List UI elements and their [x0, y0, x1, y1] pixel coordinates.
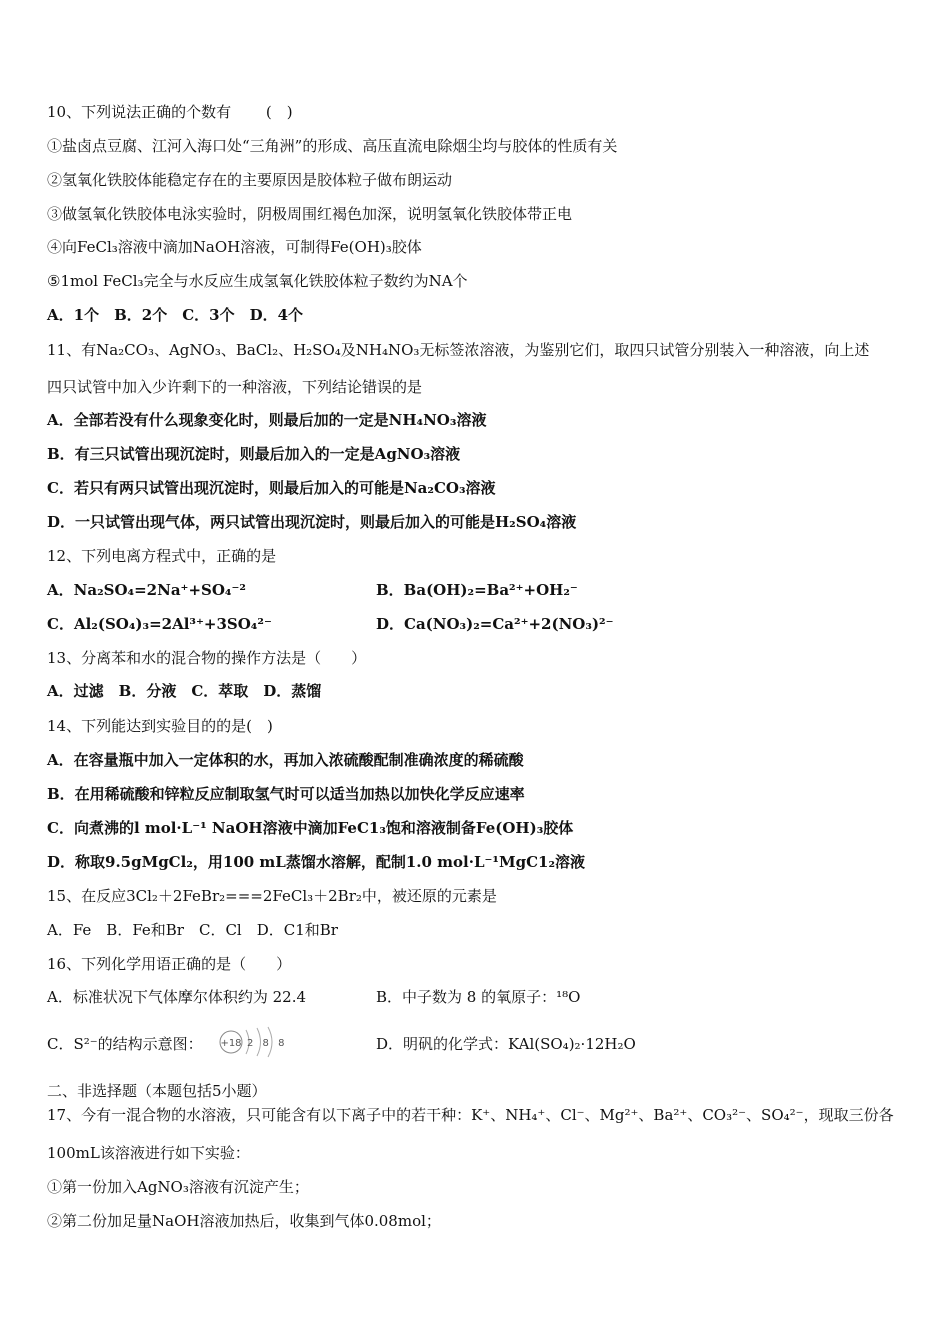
- q16-option-d: D．明矾的化学式：KAl(SO₄)₂·12H₂O: [376, 1035, 636, 1053]
- q12-stem: 12、下列电离方程式中，正确的是: [47, 547, 277, 565]
- section-heading: 二、非选择题（本题包括5小题）: [47, 1082, 267, 1100]
- q11-stem-1: 11、有Na₂CO₃、AgNO₃、BaCl₂、H₂SO₄及NH₄NO₃无标签浓溶液，为鉴别它们，取四只试管分别装入一种溶液，向上述: [47, 341, 870, 359]
- q10-statement-5: ⑤1mol FeCl₃完全与水反应生成氢氧化铁胶体粒子数约为NA个: [47, 272, 468, 290]
- q17-stem-1: 17、今有一混合物的水溶液，只可能含有以下离子中的若干种：K⁺、NH₄⁺、Cl⁻、Mg²⁺、Ba²⁺、CO₃²⁻、SO₄²⁻，现取三份各: [47, 1106, 894, 1124]
- q12-option-a: A．Na₂SO₄=2Na⁺+SO₄⁻²: [47, 581, 246, 599]
- q13-stem: 13、分离苯和水的混合物的操作方法是（ ）: [47, 649, 367, 667]
- q14-option-a: A．在容量瓶中加入一定体积的水，再加入浓硫酸配制准确浓度的稀硫酸: [47, 751, 524, 769]
- q11-option-a: A．全部若没有什么现象变化时，则最后加的一定是NH₄NO₃溶液: [47, 411, 487, 429]
- q10-statement-3: ③做氢氧化铁胶体电泳实验时，阴极周围红褐色加深，说明氢氧化铁胶体带正电: [47, 205, 573, 223]
- q16-option-a: A．标准状况下气体摩尔体积约为 22.4: [47, 988, 307, 1006]
- q11-stem-2: 四只试管中加入少许剩下的一种溶液，下列结论错误的是: [47, 378, 423, 396]
- q15-options: A．Fe B．Fe和Br C．Cl D．C1和Br: [47, 921, 338, 939]
- q16-stem: 16、下列化学用语正确的是（ ）: [47, 955, 292, 973]
- q10-statement-1: ①盐卤点豆腐、江河入海口处“三角洲”的形成、高压直流电除烟尘均与胶体的性质有关: [47, 137, 618, 155]
- nucleus-charge: +18: [220, 1038, 242, 1049]
- q15-stem: 15、在反应3Cl₂＋2FeBr₂===2FeCl₃＋2Br₂中，被还原的元素是: [47, 887, 497, 905]
- sulfide-ion-structure-diagram: [218, 1022, 288, 1062]
- q10-stem: 10、下列说法正确的个数有 ( ): [47, 103, 293, 121]
- q17-stem-2: 100mL该溶液进行如下实验：: [47, 1144, 250, 1162]
- q11-option-c: C．若只有两只试管出现沉淀时，则最后加入的可能是Na₂CO₃溶液: [47, 479, 496, 497]
- q16-option-b: B．中子数为 8 的氧原子：¹⁸O: [376, 988, 581, 1006]
- q12-option-c: C．Al₂(SO₄)₃=2Al³⁺+3SO₄²⁻: [47, 615, 272, 633]
- q14-stem: 14、下列能达到实验目的的是( ): [47, 717, 273, 735]
- q12-option-b: B．Ba(OH)₂=Ba²⁺+OH₂⁻: [376, 581, 578, 599]
- atom-structure-svg: [218, 1022, 288, 1062]
- q10-options: A．1个 B．2个 C．3个 D．4个: [47, 306, 304, 324]
- q14-option-b: B．在用稀硫酸和锌粒反应制取氢气时可以适当加热以加快化学反应速率: [47, 785, 525, 803]
- q14-option-d: D．称取9.5gMgCl₂，用100 mL蒸馏水溶解，配制1.0 mol·L⁻¹MgC1₂溶液: [47, 853, 586, 871]
- q14-option-c: C．向煮沸的l mol·L⁻¹ NaOH溶液中滴加FeC1₃饱和溶液制备Fe(OH)₃胶体: [47, 819, 574, 837]
- shell-electron-counts: 2 8 8: [247, 1038, 288, 1049]
- q12-option-d: D．Ca(NO₃)₂=Ca²⁺+2(NO₃)²⁻: [376, 615, 614, 633]
- q13-options: A．过滤 B．分液 C．萃取 D．蒸馏: [47, 682, 322, 700]
- q16-option-c: C．S²⁻的结构示意图：: [47, 1035, 203, 1053]
- q17-experiment-2: ②第二份加足量NaOH溶液加热后，收集到气体0.08mol；: [47, 1212, 441, 1230]
- q11-option-d: D．一只试管出现气体，两只试管出现沉淀时，则最后加入的可能是H₂SO₄溶液: [47, 513, 577, 531]
- q10-statement-2: ②氢氧化铁胶体能稳定存在的主要原因是胶体粒子做布朗运动: [47, 171, 453, 189]
- q17-experiment-1: ①第一份加入AgNO₃溶液有沉淀产生；: [47, 1178, 309, 1196]
- q10-statement-4: ④向FeCl₃溶液中滴加NaOH溶液，可制得Fe(OH)₃胶体: [47, 238, 422, 256]
- q11-option-b: B．有三只试管出现沉淀时，则最后加入的一定是AgNO₃溶液: [47, 445, 461, 463]
